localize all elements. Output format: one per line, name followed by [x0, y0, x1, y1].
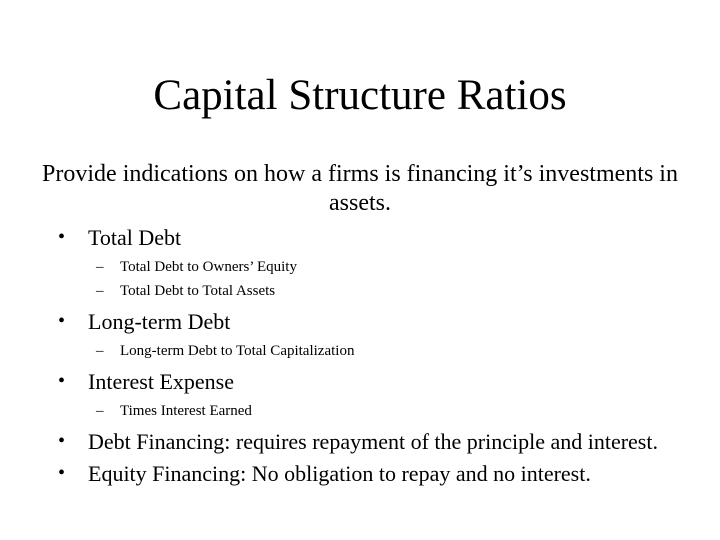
bullet-text: Total Debt	[88, 225, 182, 250]
sub-bullet-text: Total Debt to Owners’ Equity	[120, 259, 297, 275]
sub-bullet-item	[58, 279, 678, 303]
bullet-text: Debt Financing: requires repayment of the principle and interest.	[88, 429, 658, 454]
bullet-item	[58, 309, 678, 334]
bullet-item	[58, 461, 678, 486]
dash-icon: –	[96, 283, 104, 299]
bullet-text: Long-term Debt	[88, 309, 231, 334]
dash-icon: –	[96, 403, 104, 419]
bullet-list	[58, 225, 678, 486]
sub-bullet-text: Long-term Debt to Total Capitalization	[120, 343, 355, 359]
bullet-icon: •	[58, 430, 66, 452]
bullet-icon: •	[58, 226, 66, 248]
dash-icon: –	[96, 259, 104, 275]
sub-bullet-list	[58, 399, 678, 423]
sub-bullet-item	[58, 399, 678, 423]
bullet-icon: •	[58, 462, 66, 484]
sub-bullet-item	[58, 339, 678, 363]
bullet-icon: •	[58, 370, 66, 392]
sub-bullet-list	[58, 255, 678, 303]
bullet-item	[58, 225, 678, 250]
dash-icon: –	[96, 343, 104, 359]
slide-subtitle: Provide indications on how a firms is financing it’s investments in assets.	[42, 161, 678, 216]
bullet-text: Interest Expense	[88, 369, 234, 394]
sub-bullet-list	[58, 339, 678, 363]
bullet-text: Equity Financing: No obligation to repay and no interest.	[88, 461, 591, 486]
bullet-icon: •	[58, 310, 66, 332]
sub-bullet-text: Total Debt to Total Assets	[120, 283, 276, 299]
bullet-item	[58, 369, 678, 394]
bullet-item	[58, 429, 678, 454]
sub-bullet-item	[58, 255, 678, 279]
slide-title: Capital Structure Ratios	[153, 72, 567, 119]
sub-bullet-text: Times Interest Earned	[120, 403, 252, 419]
